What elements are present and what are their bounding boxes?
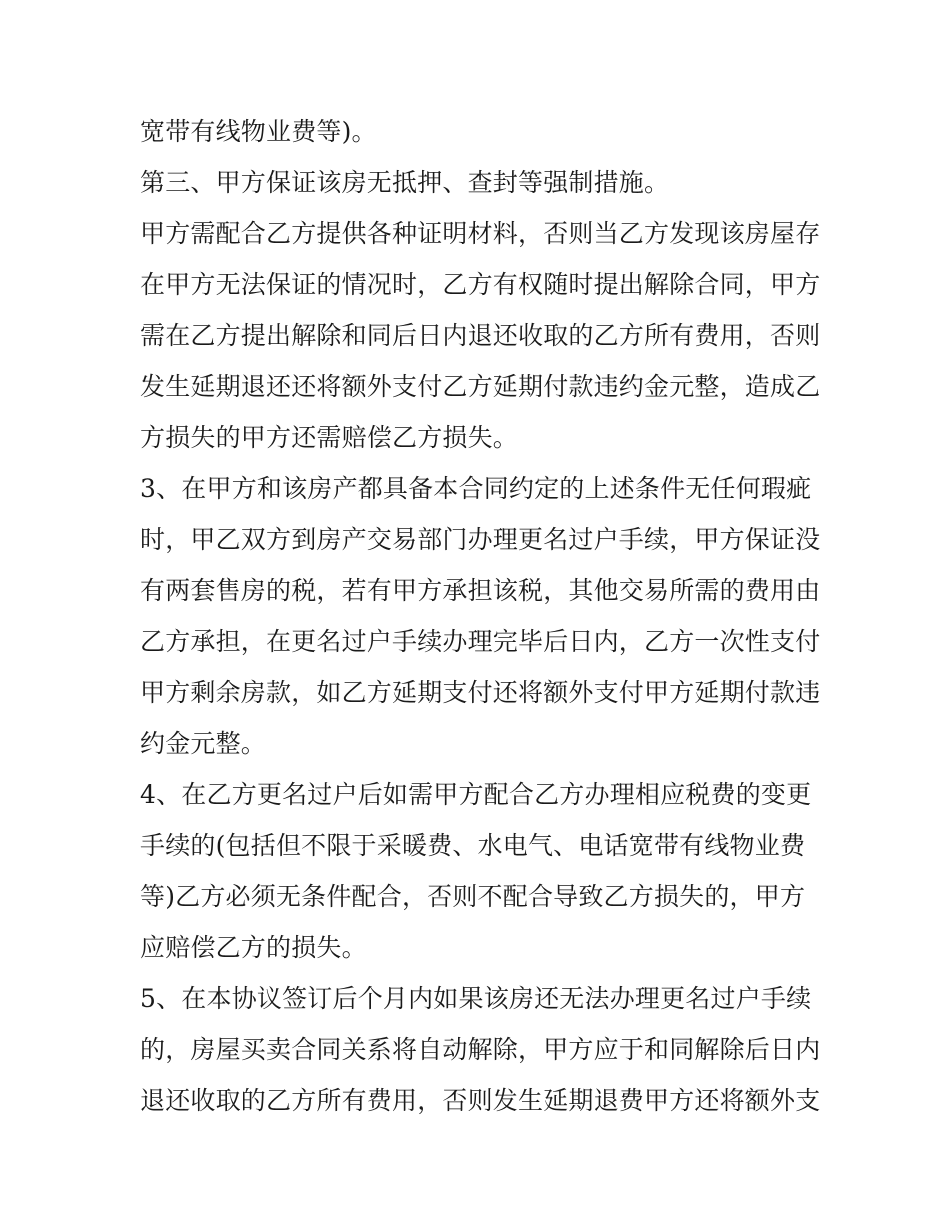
text-line: 时，甲乙双方到房产交易部门办理更名过户手续，甲方保证没 xyxy=(140,525,821,554)
text-line: 第三、甲方保证该房无抵押、查封等强制措施。 xyxy=(140,168,670,197)
text-line: 的，房屋买卖合同关系将自动解除，甲方应于和同解除后日内 xyxy=(140,1035,821,1064)
text-line: 甲方需配合乙方提供各种证明材料，否则当乙方发现该房屋存 xyxy=(140,219,821,248)
text-line: 有两套售房的税，若有甲方承担该税，其他交易所需的费用由 xyxy=(140,576,821,605)
text-line: 发生延期退还还将额外支付乙方延期付款违约金元整，造成乙 xyxy=(140,372,821,401)
text-line: 等)乙方必须无条件配合，否则不配合导致乙方损失的，甲方 xyxy=(140,882,806,911)
text-line: 退还收取的乙方所有费用，否则发生延期退费甲方还将额外支 xyxy=(140,1086,821,1115)
text-line: 宽带有线物业费等)。 xyxy=(140,117,377,146)
text-line: 方损失的甲方还需赔偿乙方损失。 xyxy=(140,423,519,452)
text-line: 手续的(包括但不限于采暖费、水电气、电话宽带有线物业费 xyxy=(140,831,806,860)
text-line: 3、在甲方和该房产都具备本合同约定的上述条件无任何瑕疵 xyxy=(140,474,812,503)
text-line: 应赔偿乙方的损失。 xyxy=(140,933,367,962)
text-line: 5、在本协议签订后个月内如果该房还无法办理更名过户手续 xyxy=(140,984,812,1013)
document-body xyxy=(140,106,820,1126)
text-line: 乙方承担，在更名过户手续办理完毕后日内，乙方一次性支付 xyxy=(140,627,821,656)
text-line: 4、在乙方更名过户后如需甲方配合乙方办理相应税费的变更 xyxy=(140,780,812,809)
text-line: 需在乙方提出解除和同后日内退还收取的乙方所有费用，否则 xyxy=(140,321,821,350)
text-line: 甲方剩余房款，如乙方延期支付还将额外支付甲方延期付款违 xyxy=(140,678,821,707)
text-line: 在甲方无法保证的情况时，乙方有权随时提出解除合同，甲方 xyxy=(140,270,821,299)
text-line: 约金元整。 xyxy=(140,729,267,758)
